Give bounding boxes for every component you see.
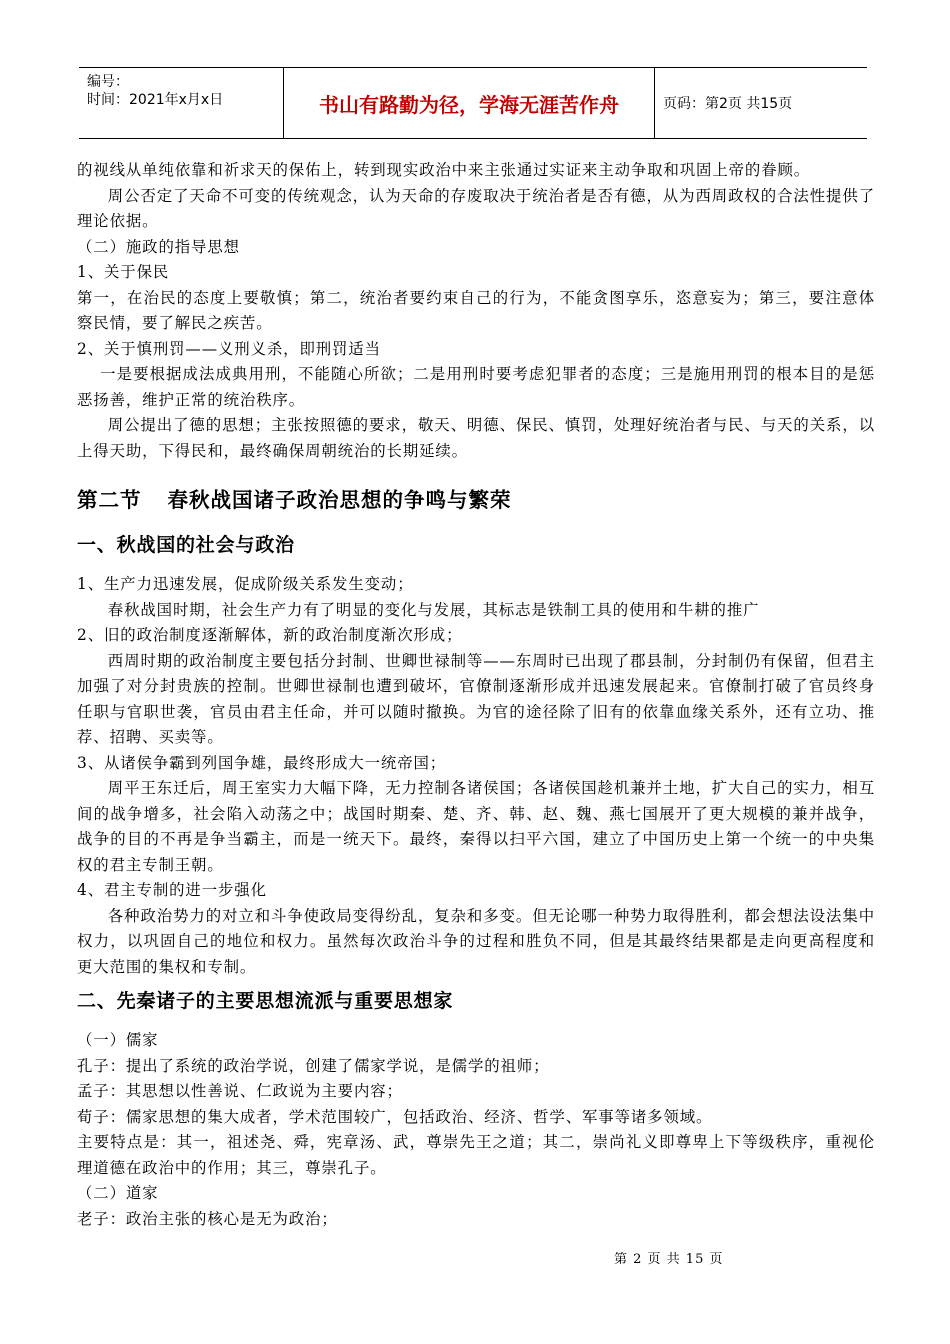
section-number: 第二节: [77, 488, 142, 512]
paragraph: 荀子：儒家思想的集大成者，学术范围较广，包括政治、经济、哲学、军事等诸多领域。: [77, 1107, 713, 1126]
paragraph: 主要特点是：其一，祖述尧、舜，宪章汤、武，尊崇先王之道；其二，崇尚礼义即尊卑上下等级秩序，重视伦理道德在政治中的作用；其三，尊崇孔子。: [77, 1133, 875, 1177]
number-label: 编号：: [87, 74, 129, 90]
document-body: [77, 158, 875, 1232]
list-heading: 3、从诸侯争霸到列国争雄，最终形成大一统帝国；: [77, 753, 447, 772]
section-title: 春秋战国诸子政治思想的争鸣与繁荣: [167, 488, 512, 512]
header-meta: [79, 68, 284, 138]
paragraph: 西周时期的政治制度主要包括分封制、世卿世禄制等——东周时已出现了郡县制，分封制仍有保留，但君主加强了对分封贵族的控制。世卿世禄制也遭到破坏，官僚制逐渐形成并迅速发展起来。官僚制打破了官员终身任职与官职世袭，官员由君主任命，并可以随时撤换。为官的途径除了旧有的依靠血缘关系外，还有立功、推荐、招聘、买卖等。: [77, 651, 875, 746]
heading-schools-of-thought: 二、先秦诸子的主要思想流派与重要思想家: [77, 990, 454, 1012]
paragraph: 周公提出了德的思想；主张按照德的要求，敬天、明德、保民、慎罚，处理好统治者与民、与天的关系，以上得天助，下得民和，最终确保周朝统治的长期延续。: [77, 416, 875, 460]
header-motto: 书山有路勤为径，学海无涯苦作舟: [284, 68, 655, 138]
paragraph: 春秋战国时期，社会生产力有了明显的变化与发展，其标志是铁制工具的使用和牛耕的推广: [107, 600, 760, 619]
subheading: （二）施政的指导思想: [77, 237, 240, 256]
list-heading: 2、关于慎刑罚——义刑义杀，即刑罚适当: [77, 339, 381, 358]
heading-society-politics: 一、秋战国的社会与政治: [77, 534, 295, 556]
page-footer: 第 2 页 共 15 页: [614, 1252, 724, 1267]
page-header: [79, 67, 867, 139]
list-heading: 2、旧的政治制度逐渐解体，新的政治制度渐次形成；: [77, 626, 463, 644]
paragraph: 各种政治势力的对立和斗争使政局变得纷乱，复杂和多变。但无论哪一种势力取得胜利，都会想法设法集中权力，以巩固自己的地位和权力。虽然每次政治斗争的过程和胜负不同，但是其最终结果都是走向更高程度和更大范围的集权和专制。: [77, 906, 875, 976]
list-heading: 1、生产力迅速发展，促成阶级关系发生变动；: [77, 575, 414, 593]
list-heading: 1、关于保民: [77, 263, 170, 281]
paragraph: 老子：政治主张的核心是无为政治；: [77, 1209, 338, 1228]
date-label: 时间：2021年x月x日: [87, 92, 224, 108]
list-heading: 4、君主专制的进一步强化: [77, 881, 267, 899]
paragraph: 周平王东迁后，周王室实力大幅下降，无力控制各诸侯国；各诸侯国趁机兼并土地，扩大自己的实力，相互间的战争增多，社会陷入动荡之中；战国时期秦、楚、齐、韩、赵、魏、燕七国展开了更大规模的兼并战争，战争的目的不再是争当霸主，而是一统天下。最终，秦得以扫平六国，建立了中国历史上第一个统一的中央集权的君主专制王朝。: [77, 779, 875, 874]
section-heading: [77, 486, 875, 514]
paragraph: 的视线从单纯依靠和祈求天的保佑上，转到现实政治中来主张通过实证来主动争取和巩固上帝的眷顾。: [77, 161, 811, 179]
paragraph: 孔子：提出了系统的政治学说，创建了儒家学说，是儒学的祖师；: [77, 1056, 550, 1075]
header-page-label: 页码：第2页 共15页: [663, 96, 793, 112]
paragraph: 周公否定了天命不可变的传统观念，认为天命的存废取决于统治者是否有德，从为西周政权的合法性提供了理论依据。: [77, 186, 875, 230]
subheading: （一）儒家: [77, 1031, 159, 1049]
paragraph: 第一，在治民的态度上要敬慎；第二，统治者要约束自己的行为，不能贪图享乐，恣意妄为；第三，要注意体察民情，要了解民之疾苦。: [77, 288, 875, 332]
paragraph: 一是要根据成法成典用刑，不能随心所欲；二是用刑时要考虑犯罪者的态度；三是施用刑罚的根本目的是惩恶扬善，维护正常的统治秩序。: [77, 365, 875, 409]
paragraph: 孟子：其思想以性善说、仁政说为主要内容；: [77, 1082, 403, 1100]
subheading: （二）道家: [77, 1184, 159, 1202]
